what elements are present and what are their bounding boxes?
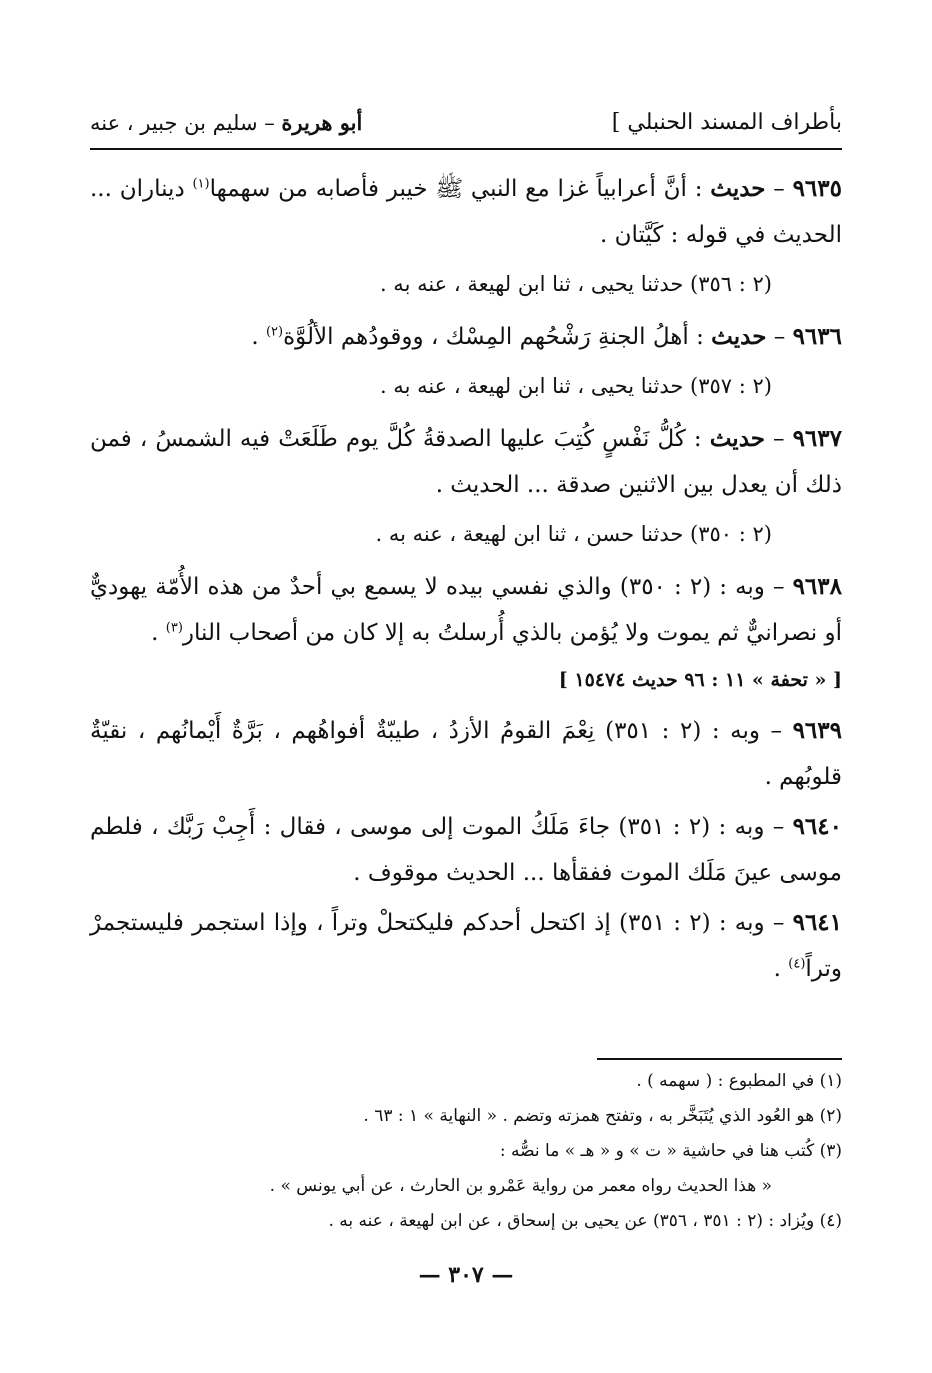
hadith-text-cont: ديناران ... الحديث في قوله : كَيَّتان . — [90, 176, 842, 248]
footnote-marker: (٢) — [265, 324, 284, 340]
hadith-number: ٩٦٤٠ — [792, 813, 842, 840]
page-number: — ٣٠٧ — — [418, 1262, 514, 1288]
hadith-text: : أنَّ أعرابياً غزا مع النبي ﷺ خيبر فأصابه من سهمها — [209, 176, 711, 202]
hadith-number: ٩٦٣٩ — [792, 717, 842, 744]
hadith-number: ٩٦٤١ — [792, 909, 843, 936]
hadith-number: ٩٦٣٥ — [792, 175, 842, 202]
hadith-number: ٩٦٣٦ — [792, 323, 842, 350]
hadith-text-cont: . — [251, 324, 266, 350]
hadith-text: – وبه : (٢ : ٣٥١) جاءَ مَلَكُ الموت إلى موسى ، فقال : أَجِبْ رَبَّك ، فلطم موسى عينَ مَلَك الموت ففقأها ... الحديث موقوف . — [90, 814, 842, 886]
hadith-number: ٩٦٣٧ — [792, 425, 842, 452]
book-title: بأطراف المسند الحنبلي ] — [611, 110, 842, 135]
hadith-text: – وبه : (٢ : ٣٥١) نِعْمَ القومُ الأزدُ ، طيبّةٌ أفواهُهم ، بَرَّةٌ أَيْمانُهم ، نقيّةٌ قلوبُهم . — [90, 718, 842, 790]
hadith-entry-9637: ٩٦٣٧ – حديث : كُلُّ نَفْسٍ كُتِبَ عليها الصدقةُ كُلَّ يوم طَلَعَتْ فيه الشمسُ ، فمن ذلك أن يعدل بين الاثنين صدقة ... الحديث . — [90, 425, 842, 498]
hadith-text: : أهلُ الجنةِ رَشْحُهم المِسْك ، ووقودُهم الألُوَّة — [283, 324, 712, 350]
hadith-entry-9635: ٩٦٣٥ – حديث : أنَّ أعرابياً غزا مع النبي ﷺ خيبر فأصابه من سهمها$^{(١)}$ ديناران ... الحديث في قوله : كَيَّتان . — [90, 175, 842, 248]
chapter-title — [90, 110, 362, 135]
footnotes — [90, 1064, 842, 1239]
footnote-1: (١) في المطبوع : ( سهمه ) . — [636, 1071, 842, 1091]
hadith-keyword: حديث — [710, 175, 766, 202]
footnote-3: (٣) كُتب هنا في حاشية « ت » و « هـ » ما نصُّه : — [499, 1141, 842, 1161]
hadith-text-cont: . — [151, 620, 166, 646]
chapter-title-rest: – سليم بن جبير ، عنه — [90, 111, 282, 135]
main-text — [90, 166, 842, 996]
footnote-marker: (١) — [192, 176, 210, 192]
footnote-marker: (٤) — [788, 956, 806, 972]
footnote-4: (٤) ويُزاد : (٢ : ٣٥١ ، ٣٥٦) عن يحيى بن إسحاق ، عن ابن لهيعة ، عنه به . — [328, 1211, 842, 1231]
hadith-entry-9641 — [90, 900, 842, 992]
hadith-entry-9636: ٩٦٣٦ – حديث : أهلُ الجنةِ رَشْحُهم المِسْك ، ووقودُهم الألُوَّة$^{(٢)}$ . — [251, 323, 842, 350]
hadith-number: ٩٦٣٨ — [792, 573, 842, 600]
tuhfa-reference: [ « تحفة » ١١ : ٩٦ حديث ١٥٤٧٤ ] — [558, 669, 842, 691]
hadith-text-cont: . — [773, 956, 789, 982]
hadith-entry-9639 — [90, 708, 842, 800]
hadith-source: (٢ : ٣٥٦) حدثنا يحيى ، ثنا ابن لهيعة ، عنه به . — [379, 272, 772, 296]
hadith-text: : كُلُّ نَفْسٍ كُتِبَ عليها الصدقةُ كُلَّ يوم طَلَعَتْ فيه الشمسُ ، فمن ذلك أن يعدل بين الاثنين صدقة ... الحديث . — [90, 426, 842, 498]
hadith-source: (٢ : ٣٥٧) حدثنا يحيى ، ثنا ابن لهيعة ، عنه به . — [379, 374, 772, 398]
footnote-2: (٢) هو العُود الذي يُتَبَخَّر به ، وتفتح همزته وتضم . « النهاية » ١ : ٦٣ . — [363, 1106, 842, 1126]
hadith-keyword: حديث — [709, 425, 765, 452]
chapter-title-bold: أبو هريرة — [281, 110, 363, 135]
hadith-entry-9638 — [90, 564, 842, 656]
running-header — [90, 108, 842, 150]
hadith-keyword: حديث — [711, 323, 767, 350]
hadith-entry-9640 — [90, 804, 842, 896]
hadith-text: – وبه : (٢ : ٣٥٠) والذي نفسي بيده لا يسمع بي أحدٌ من هذه الأُمّة يهوديٌّ أو نصرانيٌّ ثم يموت ولا يُؤمن بالذي أُرسلتُ به إلا كان من أصحاب النار — [90, 574, 842, 646]
hadith-text: – وبه : (٢ : ٣٥١) إذ اكتحل أحدكم فليكتحلْ وتراً ، وإذا استجمر فليستجمرْ وتراً — [90, 910, 842, 982]
hadith-source: (٢ : ٣٥٠) حدثنا حسن ، ثنا ابن لهيعة ، عنه به . — [375, 522, 772, 546]
footnote-marker: (٣) — [165, 620, 183, 636]
footnote-3-quote: « هذا الحديث رواه معمر من رواية عَمْرو بن الحارث ، عن أبي يونس » . — [269, 1176, 772, 1196]
footnote-divider — [597, 1058, 842, 1060]
